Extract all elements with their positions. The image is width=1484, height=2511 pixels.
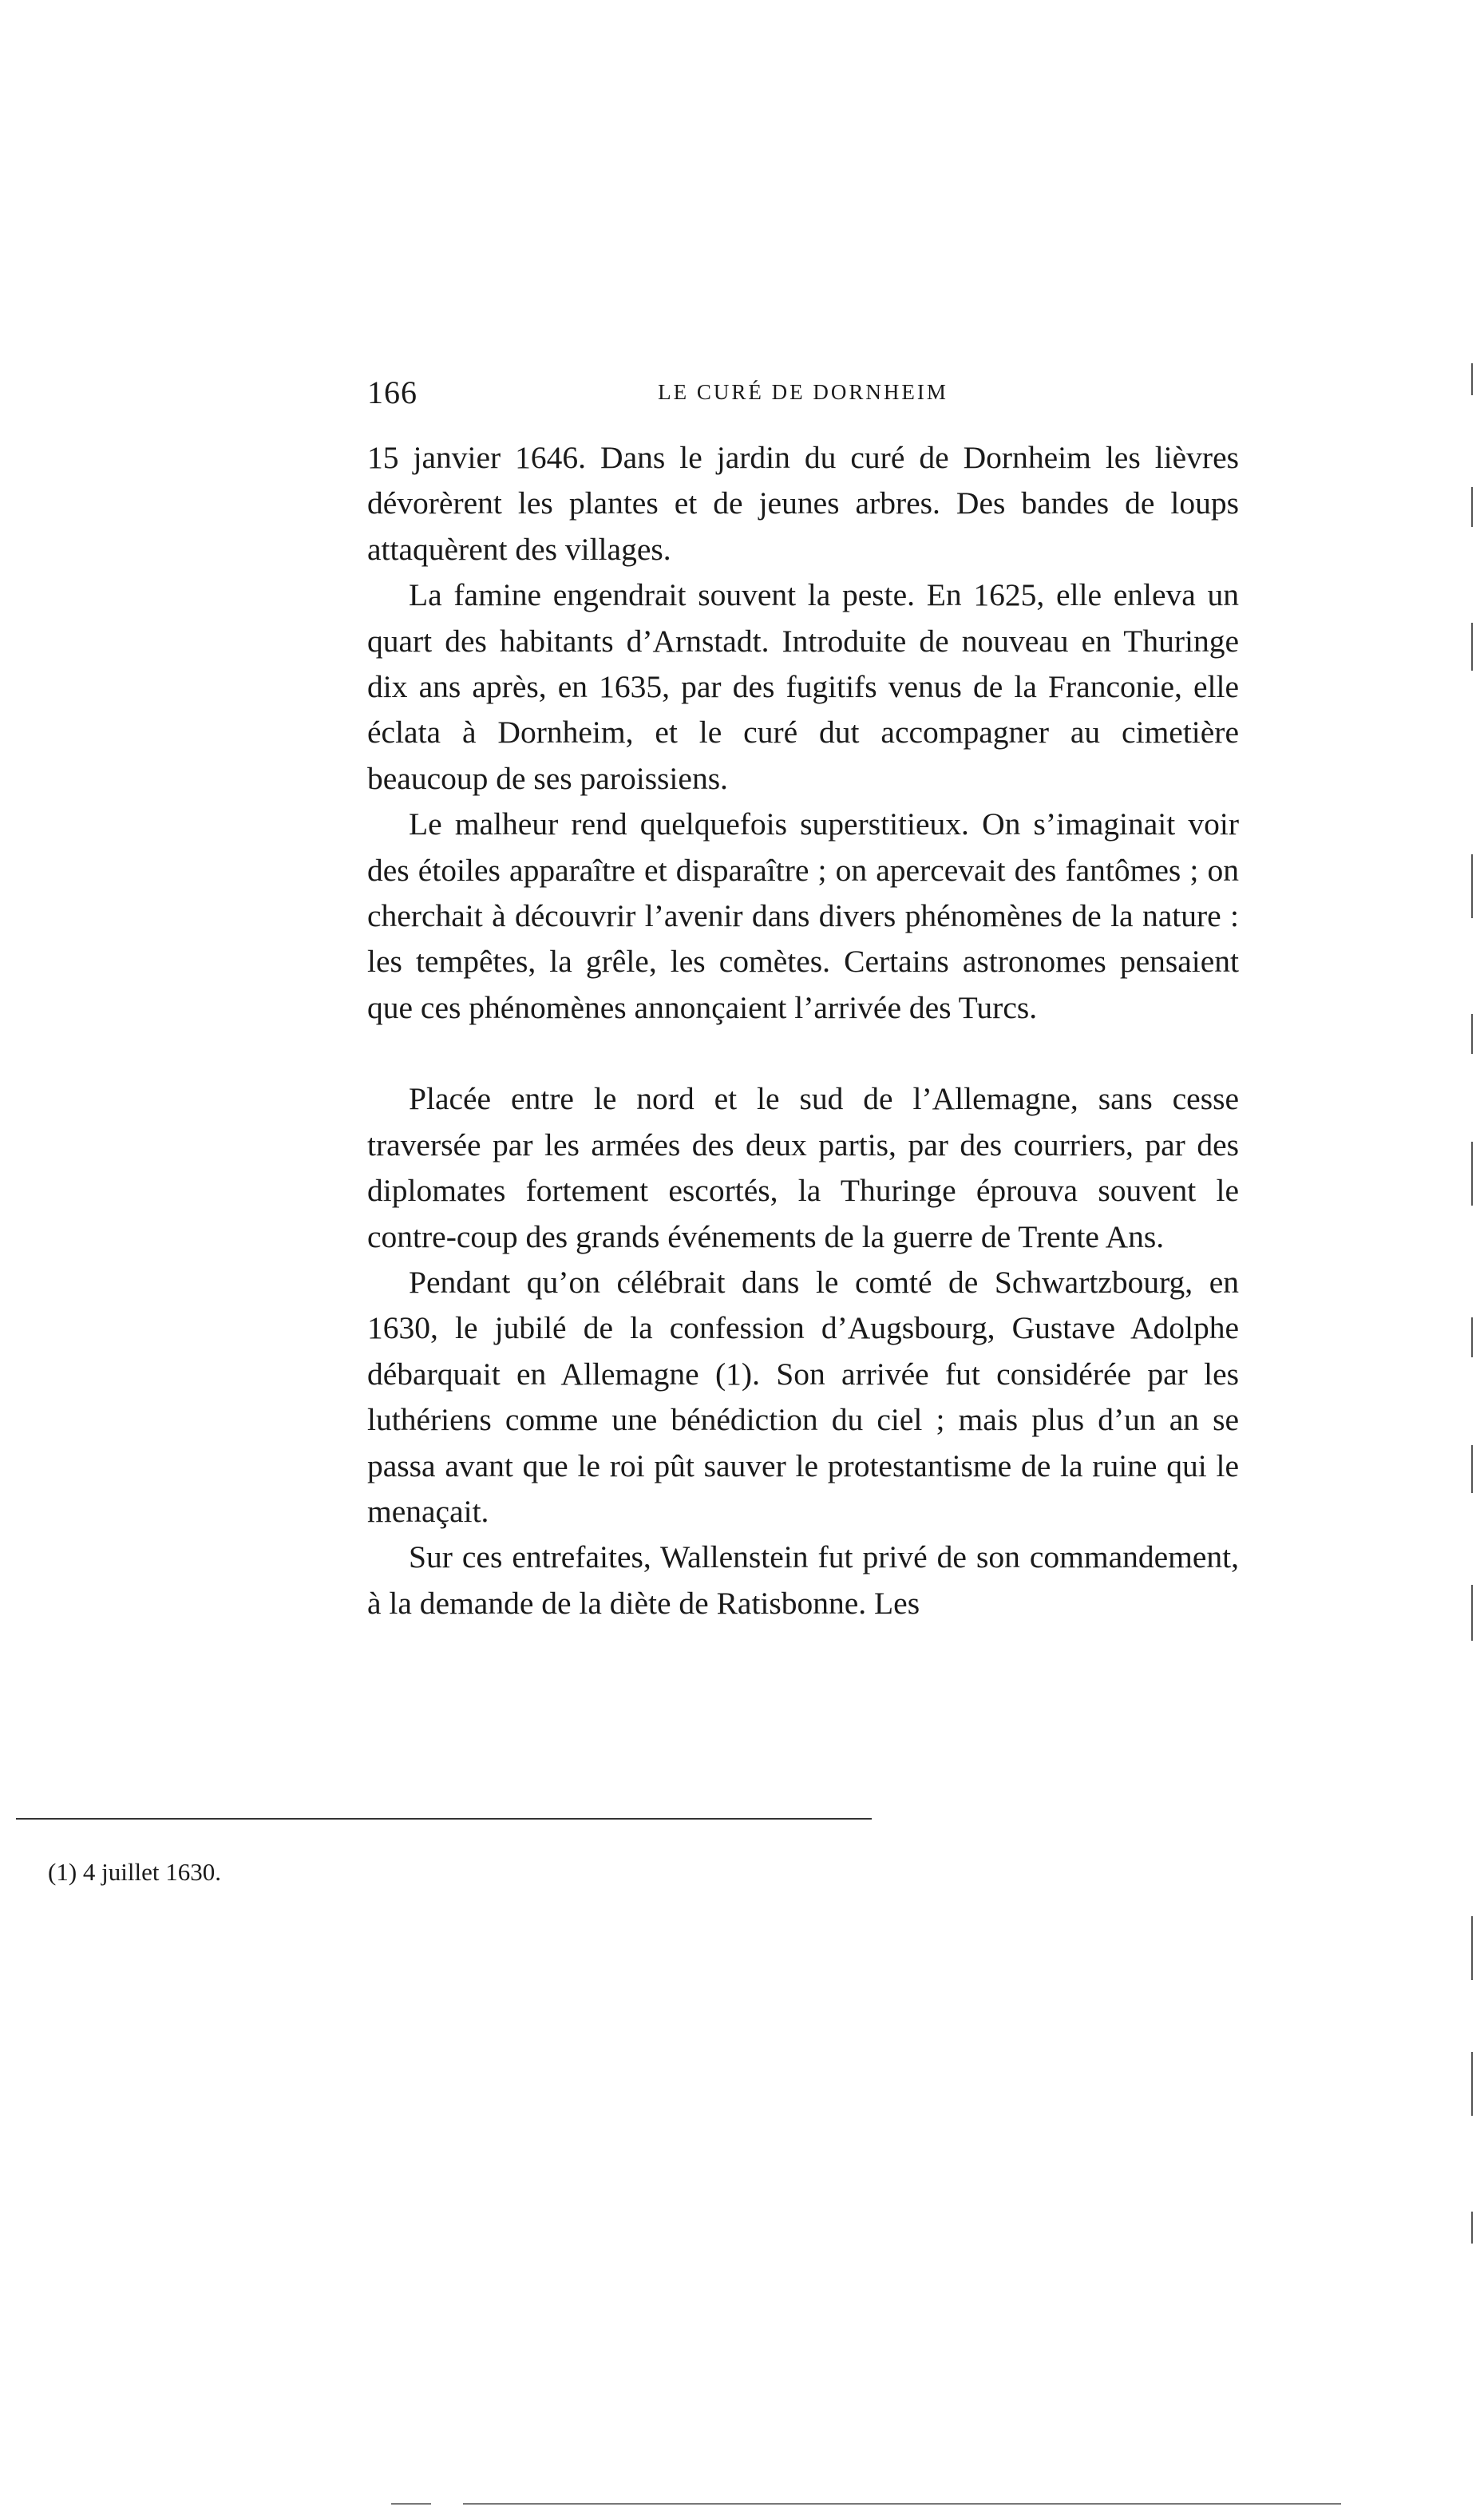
page-header [367, 367, 1239, 423]
scan-margin-mark [1471, 487, 1473, 527]
scan-margin-mark [1471, 1585, 1473, 1641]
paragraph: Placée entre le nord et le sud de l’Allemagne, sans cesse traversée par les armées des deux partis, par des courriers, par des diplomates fortement escortés, la Thuringe éprouva souvent le contre-coup des grands événements de la guerre de Trente Ans. [367, 1081, 1239, 1254]
scan-margin-mark [1471, 1916, 1473, 1980]
paragraph: Sur ces entrefaites, Wallenstein fut privé de son commandement, à la demande de la diète de Ratisbonne. Les [367, 1539, 1239, 1621]
scan-bottom-rule [463, 2503, 1341, 2505]
scan-margin-mark [1471, 1445, 1473, 1493]
footnote-rule [16, 1818, 872, 1820]
scan-margin-mark [1471, 1014, 1473, 1054]
book-page [367, 367, 1239, 1621]
scan-margin-mark [1471, 2052, 1473, 2116]
footnote: (1) 4 juillet 1630. [48, 1858, 221, 1886]
paragraph: Le malheur rend quelquefois superstitieux. On s’imaginait voir des étoiles apparaître et disparaître ; on apercevait des fantômes ; on cherchait à découvrir l’avenir dans divers phénomènes de la nature : les tempêtes, la grêle, les comètes. Certains astronomes pensaient que ces phénomènes annonçaient l’arrivée des Turcs. [367, 806, 1239, 1025]
scan-margin-mark [1471, 1142, 1473, 1206]
scan-margin-mark [1471, 854, 1473, 918]
paragraph-continued: 15 janvier 1646. Dans le jardin du curé de Dornheim les lièvres dévorèrent les plantes et de jeunes arbres. Des bandes de loups attaquèrent des villages. [367, 440, 1239, 567]
section-break [367, 1031, 1239, 1076]
paragraph: La famine engendrait souvent la peste. En 1625, elle enleva un quart des habitants d’Arnstadt. Introduite de nouveau en Thuringe dix ans après, en 1635, par des fugitifs venus de la Franconie, elle éclata à Dornheim, et le curé dut accompagner au cimetière beaucoup de ses paroissiens. [367, 577, 1239, 796]
scan-margin-mark [1471, 2212, 1473, 2244]
paragraph: Pendant qu’on célébrait dans le comté de Schwartzbourg, en 1630, le jubilé de la confession d’Augsbourg, Gustave Adolphe débarquait en Allemagne (1). Son arrivée fut considérée par les luthériens comme une bénédiction du ciel ; mais plus d’un an se passa avant que le roi pût sauver le protestantisme de la ruine qui le menaçait. [367, 1264, 1239, 1529]
scan-margin-mark [1471, 1317, 1473, 1357]
scan-bottom-rule [391, 2503, 431, 2505]
scan-margin-mark [1471, 623, 1473, 671]
page-number: 166 [367, 374, 417, 410]
body-text [367, 435, 1239, 1626]
running-head: LE CURÉ DE DORNHEIM [658, 380, 948, 404]
scan-margin-mark [1471, 363, 1473, 395]
